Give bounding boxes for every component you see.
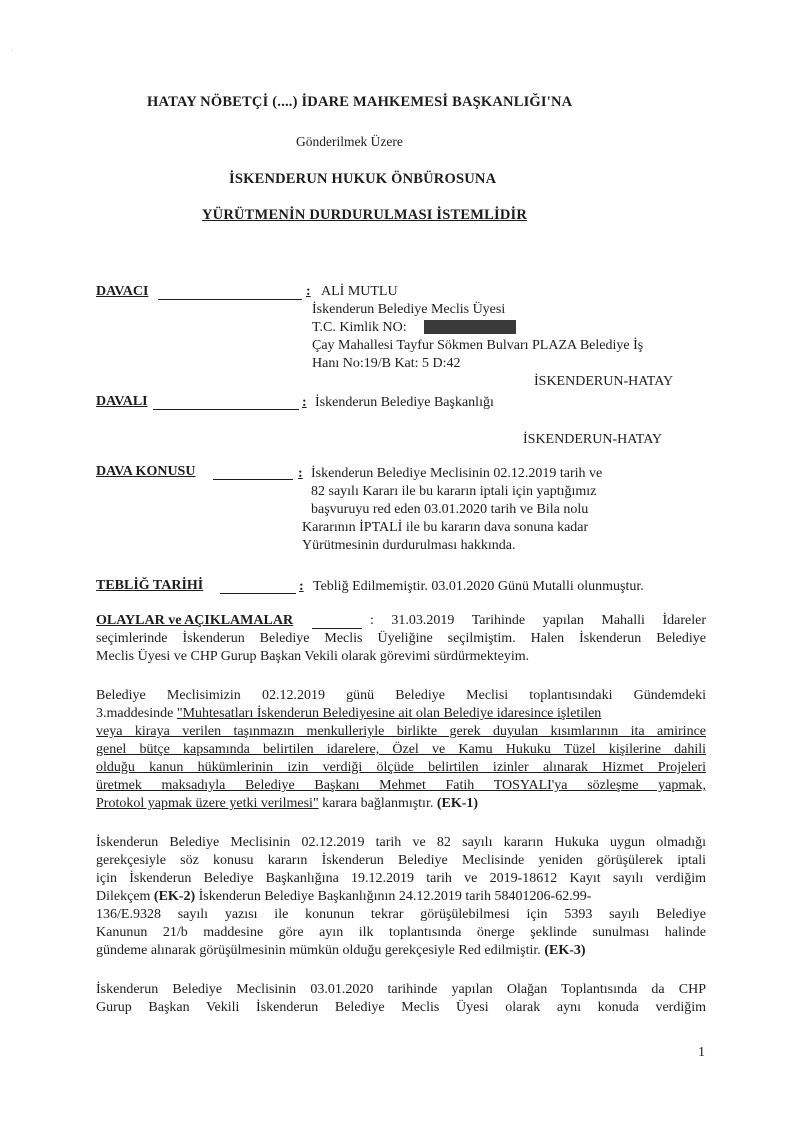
plaintiff-colon: : (306, 284, 311, 299)
request-heading: YÜRÜTMENİN DURDURULMASI İSTEMLİDİR (202, 207, 528, 223)
facts-p2-line-4: genel bütçe kapsamında belirtilen idarelere, Özel ve Kamu Hukuku Tüzel kişilerine dahili (96, 742, 706, 757)
facts-p3-line-1: İskenderun Belediye Meclisinin 02.12.2019 tarih ve 82 sayılı kararın Hukuka uygun olmadığı (96, 835, 706, 850)
defendant-label: DAVALI (96, 394, 148, 409)
facts-p1-line-1: : 31.03.2019 Tarihinde yapılan Mahalli İdareler (370, 613, 706, 628)
notification-text: Tebliğ Edilmemiştir. 03.01.2020 Günü Mutalli olunmuştur. (313, 579, 644, 594)
plaintiff-address-1: Çay Mahallesi Tayfur Sökmen Bulvarı PLAZA Belediye İş (312, 338, 644, 353)
scan-artifact: · (10, 45, 13, 55)
subject-line-3: başvuruyu red eden 03.01.2020 tarih ve Bila nolu (311, 502, 589, 517)
notification-colon: : (299, 579, 304, 594)
defendant-label-rule (153, 409, 299, 410)
facts-p2-line-2: 3.maddesinde "Muhtesatları İskenderun Belediyesine ait olan Belediye idaresince işletilen (96, 706, 602, 721)
plaintiff-city: İSKENDERUN-HATAY (534, 374, 674, 389)
defendant-city: İSKENDERUN-HATAY (523, 432, 663, 447)
subject-label-rule (213, 479, 293, 480)
sent-via-text: Gönderilmek Üzere (296, 134, 403, 149)
facts-p2-line-5: olduğu kanun hükümlerinin izin verdiği ölçüde belirtilen izinler alınarak Hizmet Projeleri (96, 760, 706, 775)
facts-label-rule (312, 628, 362, 629)
defendant-colon: : (302, 395, 307, 410)
ek-2-reference: (EK-2) (153, 889, 196, 904)
subject-line-2: 82 sayılı Kararı ile bu kararın iptali için yaptığımız (311, 484, 597, 499)
court-heading: HATAY NÖBETÇİ (....) İDARE MAHKEMESİ BAŞKANLIĞI'NA (147, 94, 573, 110)
facts-p1-line-2: seçimlerinde İskenderun Belediye Meclis Üyeliğine seçilmiştim. Halen İskenderun Belediye (96, 631, 706, 646)
facts-p1-line-3: Meclis Üyesi ve CHP Gurup Başkan Vekili olarak görevimi sürdürmekteyim. (96, 649, 530, 664)
plaintiff-label-rule (158, 299, 302, 300)
facts-p3-line-7: gündeme alınarak görüşülmesinin mümkün olduğu gerekçesiyle Red edilmiştir. (EK-3) (96, 943, 586, 958)
subject-label: DAVA KONUSU (96, 464, 196, 479)
office-heading: İSKENDERUN HUKUK ÖNBÜROSUNA (229, 171, 497, 187)
ek-1-reference: (EK-1) (436, 796, 479, 811)
subject-line-4: Kararının İPTALİ ile bu kararın dava sonuna kadar (302, 520, 589, 535)
facts-p3-line-6: Kanunun 21/b maddesine göre ayın ilk toplantısında önerge şeklinde sunulması halinde (96, 925, 706, 940)
plaintiff-address-2: Hanı No:19/B Kat: 5 D:42 (312, 356, 461, 371)
facts-label: OLAYLAR ve AÇIKLAMALAR (96, 613, 294, 628)
plaintiff-title: İskenderun Belediye Meclis Üyesi (312, 302, 506, 317)
ek-3-reference: (EK-3) (544, 943, 586, 958)
facts-p3-line-4: Dilekçem (EK-2) İskenderun Belediye Başkanlığının 24.12.2019 tarih 58401206-62.99- (96, 889, 592, 904)
notification-label-rule (220, 593, 296, 594)
notification-label: TEBLİĞ TARİHİ (96, 578, 204, 593)
facts-p4-line-2: Gurup Başkan Vekili İskenderun Belediye Meclis Üyesi olarak aynı konuda verdiğim (96, 1000, 706, 1015)
page-number: 1 (698, 1045, 705, 1060)
facts-p2-line-3: veya kiraya verilen taşınmazın menkulleriyle birlikte gerek duyulan kısımlarının ita amirince (96, 724, 706, 739)
defendant-name: İskenderun Belediye Başkanlığı (315, 395, 494, 410)
facts-p2-line-7: Protokol yapmak üzere yetki verilmesi" karara bağlanmıştır. (EK-1) (96, 796, 479, 811)
plaintiff-name: ALİ MUTLU (321, 284, 398, 299)
subject-line-1: İskenderun Belediye Meclisinin 02.12.2019 tarih ve (311, 466, 603, 481)
facts-p2-line-1: Belediye Meclisimizin 02.12.2019 günü Belediye Meclisi toplantısındaki Gündemdeki (96, 688, 706, 703)
subject-line-5: Yürütmesinin durdurulması hakkında. (302, 538, 516, 553)
plaintiff-id-label: T.C. Kimlik NO: (312, 320, 407, 335)
facts-p2-line-6: üretmek maksadıyla Belediye Başkanı Mehmet Fatih TOSYALI'ya sözleşme yapmak, (96, 778, 706, 793)
plaintiff-label: DAVACI (96, 284, 149, 299)
subject-colon: : (298, 466, 303, 481)
facts-p4-line-1: İskenderun Belediye Meclisinin 03.01.2020 tarihinde yapılan Olağan Toplantısında da CHP (96, 982, 706, 997)
facts-p3-line-2: gerekçesiyle söz konusu kararın İskenderun Belediye Meclisinde yeniden görüşülerek iptali (96, 853, 706, 868)
facts-p3-line-5: 136/E.9328 sayılı yazısı ile konunun tekrar görüşülebilmesi için 5393 sayılı Belediye (96, 907, 706, 922)
redacted-id-block (424, 320, 516, 334)
facts-p3-line-3: için İskenderun Belediye Başkanlığına 19.12.2019 tarih ve 2019-18612 Kayıt sayılı verdiğim (96, 871, 706, 886)
